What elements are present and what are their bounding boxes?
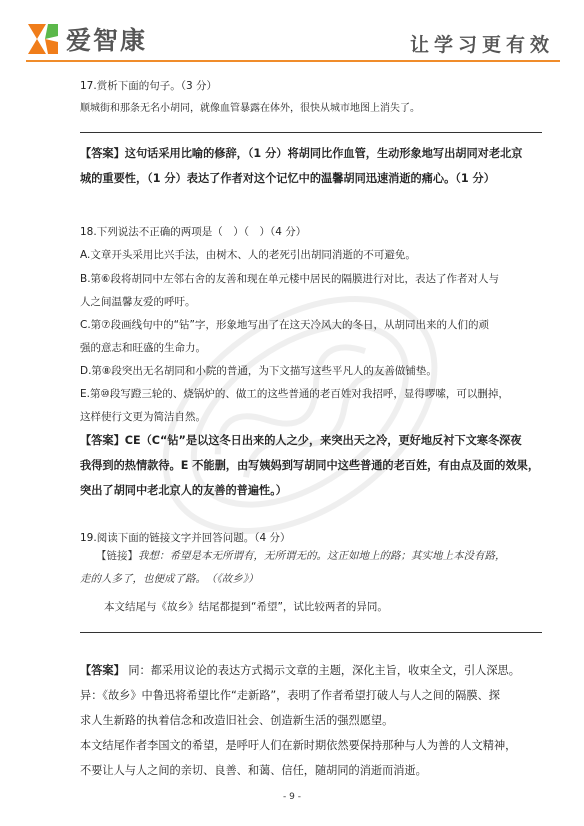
header-divider — [26, 60, 560, 62]
q17-sentence: 顺城街和那条无名小胡同，就像血管暴露在体外，很快从城市地图上消失了。 — [80, 103, 420, 114]
q19-prompt: 本文结尾与《故乡》结尾都提到“希望”，试比较两者的异同。 — [104, 601, 388, 613]
q18-option-c-line-1: C.第⑦段画线句中的“钻”字，形象地写出了在这天冷风大的冬日，从胡同出来的人们的顽 — [80, 319, 489, 331]
page-number: - 9 - — [283, 792, 301, 802]
q19-answer — [80, 658, 542, 783]
q19-link-line-1: 我想：希望是本无所谓有，无所谓无的。这正如地上的路；其实地上本没有路， — [138, 550, 506, 562]
q17-answer — [80, 141, 542, 191]
q18-option-e-line-1: E.第⑩段写蹬三轮的、烧锅炉的、做工的这些普通的老百姓对我招呼，显得啰嗦，可以删掉， — [80, 388, 509, 400]
q18-answer — [80, 428, 542, 503]
page-header — [0, 0, 584, 66]
brand-logo — [26, 22, 147, 56]
q19-link-line-2: 走的人多了，也便成了路。 （《故乡》） — [80, 573, 259, 585]
q19-answer-line-4: 本文结尾作者李国文的希望，是呼吁人们在新时期依然要保持那种与人为善的人文精神， — [80, 739, 517, 752]
brand-logo-icon — [26, 22, 60, 56]
q19-answer-line-5: 不要让人与人之间的亲切、良善、和蔼、信任，随胡同的消逝而消逝。 — [80, 764, 427, 777]
q19-answer-line-3: 求人生新路的执着信念和改造旧社会、创造新生活的强烈愿望。 — [80, 714, 394, 727]
answer-label: 【答案】 — [80, 434, 125, 447]
q18-answer-line-3: 突出了胡同中老北京人的友善的普遍性。） — [80, 484, 287, 497]
q19-link-quote — [80, 545, 540, 591]
brand-name: 爱智康 — [66, 26, 148, 55]
q18-option-a: A.文章开头采用比兴手法，由树木、人的老死引出胡同消逝的不可避免。 — [80, 249, 416, 261]
q18-answer-line-2: 我得到的热情款待。E 不能删，由写姨妈到写胡同中这些普通的老百姓，有由点及面的效果， — [80, 459, 540, 472]
q19-answer-line-1: 同：都采用议论的表达方式揭示文章的主题，深化主旨，收束全文，引人深思。 — [128, 664, 520, 677]
q18-option-b-line-1: B.第⑥段将胡同中左邻右舍的友善和现在单元楼中居民的隔膜进行对比，表达了作者对人与 — [80, 273, 499, 285]
q18-question: 18.下列说法不正确的两项是（ ）（ ）（4 分） — [80, 226, 307, 238]
header-slogan: 让学习更有效 — [409, 34, 554, 56]
answer-label: 【答案】 — [80, 664, 125, 677]
q17-question: 17.赏析下面的句子。（3 分） — [80, 80, 217, 92]
q18-answer-line-1: CE（C“钻”是以这冬日出来的人之少，来突出天之冷，更好地反衬下文寒冬深夜 — [124, 434, 522, 447]
answer-line — [80, 632, 542, 633]
q19-answer-line-2: 异：《故乡》中鲁迅将希望比作“走新路”，表明了作者希望打破人与人之间的隔膜、探 — [80, 689, 500, 702]
q18-option-e-line-2: 这样使行文更为简洁自然。 — [80, 411, 206, 423]
q17-answer-line-2: 城的重要性，（1 分）表达了作者对这个记忆中的温馨胡同迅速消逝的痛心。（1 分） — [80, 172, 495, 185]
answer-line — [80, 132, 542, 133]
q18-option-b-line-2: 人之间温馨友爱的呼吁。 — [80, 296, 196, 308]
answer-label: 【答案】 — [80, 147, 125, 160]
q18-option-d: D.第⑧段突出无名胡同和小院的普通，为下文描写这些平凡人的友善做铺垫。 — [80, 365, 437, 377]
link-label: 【链接】 — [96, 550, 138, 562]
q18-option-c-line-2: 强的意志和旺盛的生命力。 — [80, 342, 206, 354]
q19-question: 19.阅读下面的链接文字并回答问题。（4 分） — [80, 532, 291, 544]
q17-answer-line-1: 这句话采用比喻的修辞，（1 分）将胡同比作血管，生动形象地写出胡同对老北京 — [124, 147, 523, 160]
